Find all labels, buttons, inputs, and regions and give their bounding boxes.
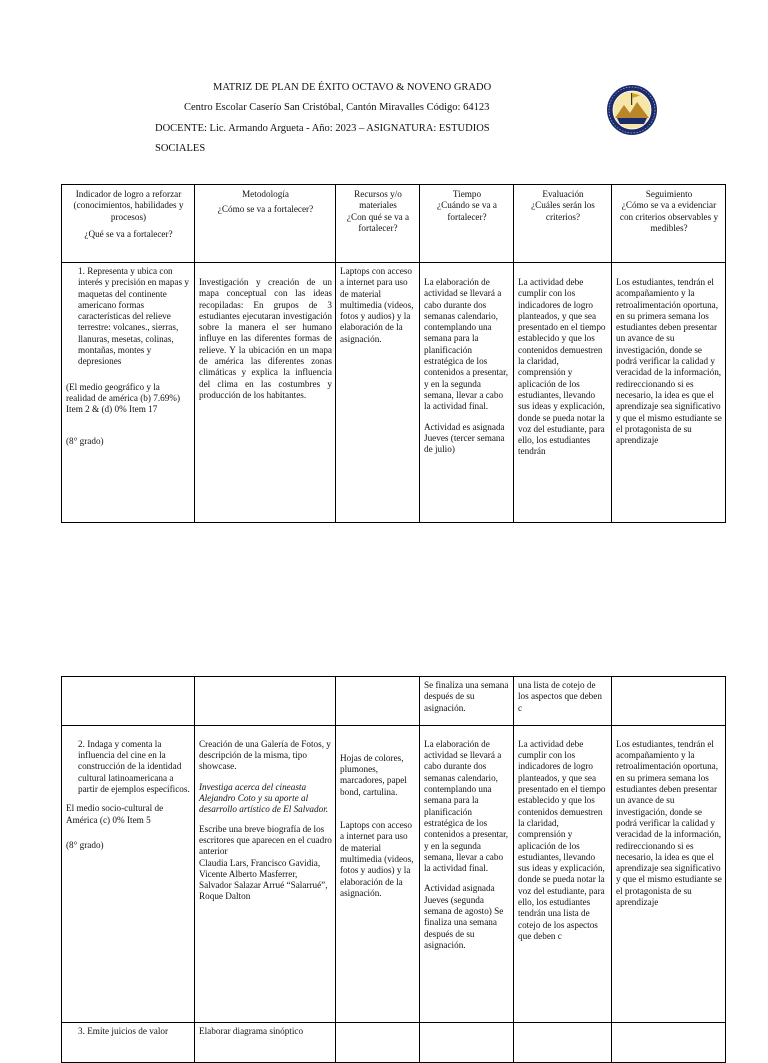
table-row bbox=[62, 263, 726, 523]
evaluation-cell-continued: una lista de cotejo de los aspectos que deben c bbox=[514, 677, 612, 726]
table-header-row bbox=[62, 185, 726, 263]
table-row bbox=[62, 725, 726, 1022]
methodology-cell: Creación de una Galería de Fotos, y descripción de la misma, tipo showcase. Investiga acerca del cineasta Alejandro Coto y su aporte al desarrollo artístico de El Salvador. Escribe una breve biografía de los escritores que aparecen en el cuadro anterior Claudia Lars, Francisco Gavidia, Vicente Alberto Masferrer, Salvador Salazar Arrué “Salarrué”, Roque Dalton bbox=[195, 725, 336, 1022]
header-metodologia: Metodología ¿Cómo se va a fortalecer? bbox=[195, 185, 336, 263]
school-seal-icon bbox=[606, 84, 658, 136]
time-cell: La elaboración de actividad se llevará a cabo durante dos semanas calendario, contemplando una semana para la planificación estratégica de los contenidos a presentar, y en la segunda semana, llevar a cabo la actividad final. Actividad asignada Jueves (segunda semana de agosto) Se finaliza una semana después de su asignación. bbox=[420, 725, 514, 1022]
evaluation-cell: La actividad debe cumplir con los indicadores de logro planteados, y que sea presentado en el tiempo establecido y que los contenidos demuestren la claridad, comprensión y aplicación de los estudiantes, llevando sus ideas y explicación, donde se pueda notar la voz del estudiante, para ello, los estudiantes tendrán una lista de cotejo de los aspectos que deben c bbox=[514, 725, 612, 1022]
indicator-cell: 2. Indaga y comenta la influencia del cine en la construcción de la identidad cultural latinoamericana a partir de ejemplos específicos. El medio socio-cultural de América (c) 0% Item 5 (8° grado) bbox=[62, 725, 195, 1022]
evaluation-cell: La actividad debe cumplir con los indicadores de logro planteados, y que sea presentado en el tiempo establecido y que los contenidos demuestren la claridad, comprensión y aplicación de los estudiantes, llevando sus ideas y explicación, donde se pueda notar la voz del estudiante, para ello, los estudiantes tendrán bbox=[514, 263, 612, 523]
header-evaluacion: Evaluación ¿Cuáles serán los criterios? bbox=[514, 185, 612, 263]
teacher-subject: DOCENTE: Lic. Armando Argueta - Año: 2023 – ASIGNATURA: ESTUDIOS bbox=[155, 123, 490, 134]
table-row-partial bbox=[62, 1022, 726, 1062]
empty-cell bbox=[612, 1022, 726, 1062]
empty-cell bbox=[514, 1022, 612, 1062]
empty-cell bbox=[336, 677, 420, 726]
header-seguimiento: Seguimiento ¿Cómo se va a evidenciar con criterios observables y medibles? bbox=[612, 185, 726, 263]
document-title: MATRIZ DE PLAN DE ÉXITO OCTAVO & NOVENO GRADO bbox=[213, 82, 492, 93]
methodology-cell: Elaborar diagrama sinóptico bbox=[195, 1022, 336, 1062]
indicator-cell: 1. Representa y ubica con interés y precisión en mapas y maquetas del continente americano formas características del relieve terrestre: volcanes., sierras, llanuras, mesetas, colinas, montañas, montes y depresiones (El medio geográfico y la realidad de américa (b) 7.69%) Item 2 & (d) 0% Item 17 (8° grado) bbox=[62, 263, 195, 523]
plan-table-2 bbox=[61, 676, 726, 1063]
empty-cell bbox=[62, 677, 195, 726]
header-tiempo: Tiempo ¿Cuándo se va a fortalecer? bbox=[420, 185, 514, 263]
methodology-italic-text: Investiga acerca del cineasta Alejandro Coto y su aporte al desarrollo artístico de El Salvador. bbox=[199, 781, 329, 815]
school-info: Centro Escolar Caserío San Cristóbal, Cantón Miravalles Código: 64123 bbox=[184, 102, 490, 113]
header-indicador: Indicador de logro a reforzar (conocimientos, habilidades y procesos) ¿Qué se va a fortalecer? bbox=[62, 185, 195, 263]
indicator-cell: 3. Emite juicios de valor bbox=[62, 1022, 195, 1062]
resources-cell: Hojas de colores, plumones, marcadores, papel bond, cartulina. Laptops con acceso a internet para uso de material multimedia (videos, fotos y audios) y la elaboración de la asignación. bbox=[336, 725, 420, 1022]
table-row-continued bbox=[62, 677, 726, 726]
follow-up-cell: Los estudiantes, tendrán el acompañamiento y la retroalimentación oportuna, en su primera semana los estudiantes deben presentar un avance de su investigación, donde se podrá verificar la calidad y veracidad de la información, redireccionando si es necesario, la idea es que el aprendizaje sea significativo y que el mismo estudiante se el protagonista de su aprendizaje bbox=[612, 263, 726, 523]
resources-cell: Laptops con acceso a internet para uso de material multimedia (videos, fotos y audios) y la elaboración de la asignación. bbox=[336, 263, 420, 523]
methodology-cell: Investigación y creación de un mapa conceptual con las ideas recopiladas: En grupos de 3 estudiantes ejecutaran investigación sobre la manera el ser humano influye en las diferentes formas de relieve. Y la ubicación en un mapa de américa las diferentes zonas climáticas y explica la influencia del clima en las costumbres y producción de los habitantes. bbox=[195, 263, 336, 523]
time-cell-continued: Se finaliza una semana después de su asignación. bbox=[420, 677, 514, 726]
teacher-subject-cont: SOCIALES bbox=[155, 143, 206, 154]
empty-cell bbox=[336, 1022, 420, 1062]
header-recursos: Recursos y/o materiales ¿Con qué se va a fortalecer? bbox=[336, 185, 420, 263]
empty-cell bbox=[195, 677, 336, 726]
plan-table-1 bbox=[61, 184, 726, 523]
follow-up-cell: Los estudiantes, tendrán el acompañamiento y la retroalimentación oportuna, en su primera semana los estudiantes deben presentar un avance de su investigación, donde se podrá verificar la calidad y veracidad de la información, redireccionando si es necesario, la idea es que el aprendizaje sea significativo y que el mismo estudiante se el protagonista de su aprendizaje bbox=[612, 725, 726, 1022]
empty-cell bbox=[612, 677, 726, 726]
time-cell: La elaboración de actividad se llevará a cabo durante dos semanas calendario, contemplando una semana para la planificación estratégica de los contenidos a presentar, y en la segunda semana, llevar a cabo la actividad final. Actividad es asignada Jueves (tercer semana de julio) bbox=[420, 263, 514, 523]
empty-cell bbox=[420, 1022, 514, 1062]
